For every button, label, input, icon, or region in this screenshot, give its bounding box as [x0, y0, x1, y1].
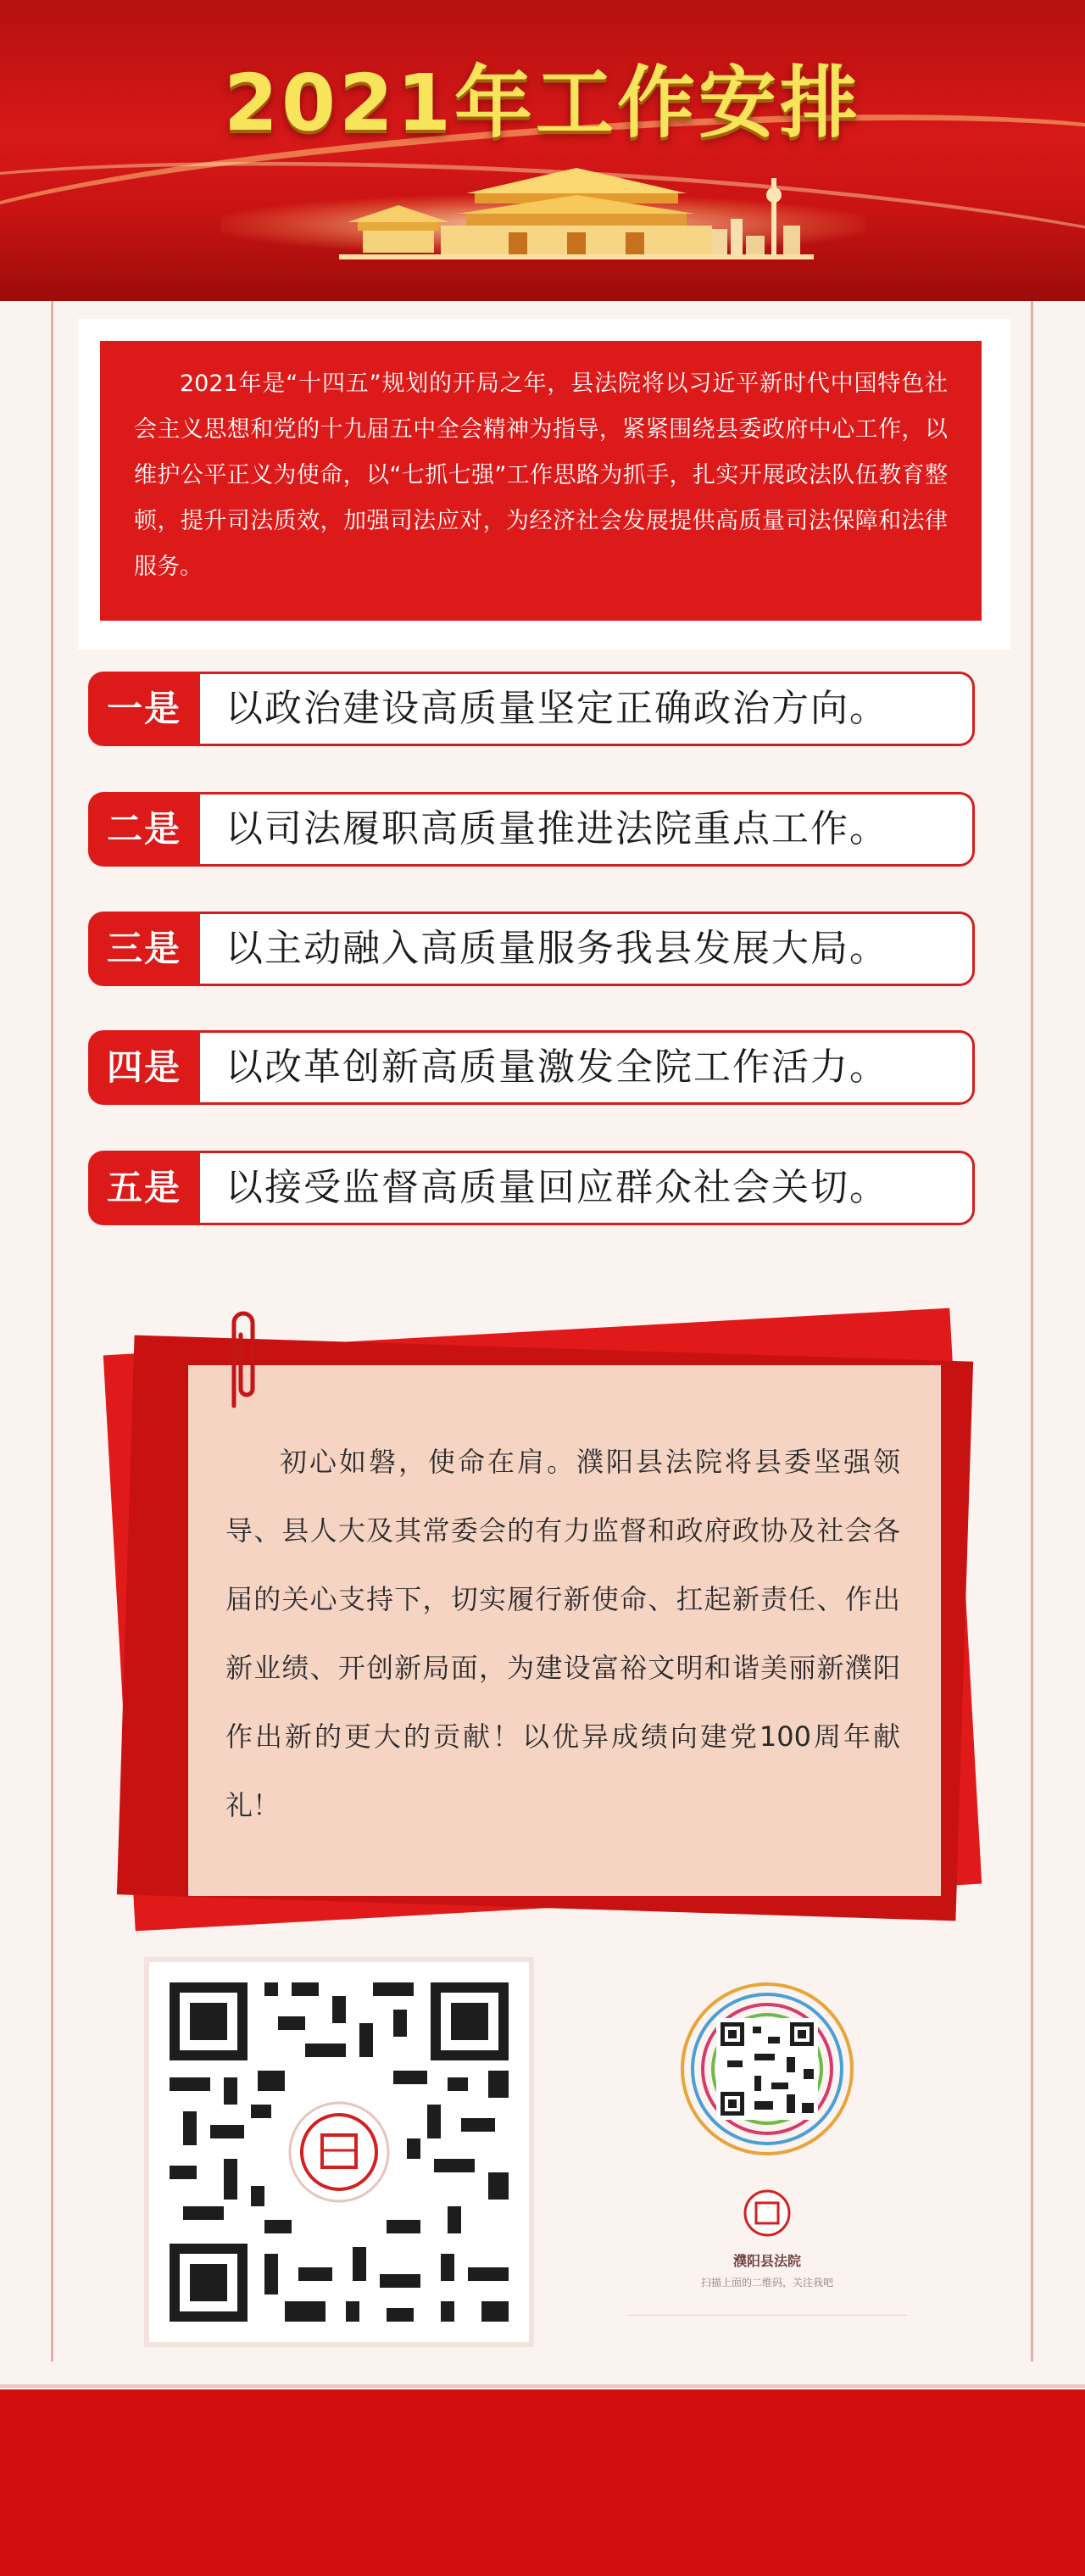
point-label: 五是 — [88, 1151, 200, 1225]
point-text: 以接受监督高质量回应群众社会关切。 — [200, 1151, 975, 1225]
point-text: 以政治建设高质量坚定正确政治方向。 — [200, 672, 975, 746]
intro-box: 2021年是“十四五”规划的开局之年，县法院将以习近平新时代中国特色社会主义思想和党的十九届五中全会精神为指导，紧紧围绕县委政府中心工作，以维护公平正义为使命，以“七抓七强”工作思路为抓手，扎实开展政法队伍教育整顿，提升司法质效，加强司法应对，为经济社会发展提供高质量司法保障和法律服务。 — [100, 341, 982, 621]
qr-code-icon — [149, 1962, 529, 2342]
point-item-4 — [88, 1030, 975, 1105]
qr-account-name: 濮阳县法院 — [732, 2253, 801, 2269]
point-item-2 — [88, 792, 975, 867]
left-border-line — [51, 301, 53, 2361]
point-text: 以改革创新高质量激发全院工作活力。 — [200, 1030, 975, 1105]
page-title: 2021年工作安排 — [223, 58, 862, 148]
footer-band — [0, 2389, 1085, 2576]
point-label: 三是 — [88, 912, 200, 986]
right-border-line — [1031, 301, 1033, 2361]
header-banner — [0, 0, 1085, 301]
closing-text: 初心如磐，使命在肩。濮阳县法院将县委坚强领导、县人大及其常委会的有力监督和政府政协及社会各届的关心支持下，切实履行新使命、扛起新责任、作出新业绩、开创新局面，为建设富裕文明和谐美丽新濮阳作出新的更大的贡献！以优异成绩向建党100周年献礼！ — [225, 1446, 900, 1821]
note-card — [188, 1365, 941, 1896]
qr-code-large — [149, 1962, 529, 2342]
tiananmen-skyline-icon — [339, 161, 814, 263]
point-item-3 — [88, 912, 975, 986]
footer-line — [0, 2384, 1085, 2388]
point-label: 四是 — [88, 1030, 200, 1105]
point-item-5 — [88, 1151, 975, 1225]
point-label: 二是 — [88, 792, 200, 867]
point-text: 以主动融入高质量服务我县发展大局。 — [200, 912, 975, 986]
divider — [627, 2315, 907, 2316]
point-label: 一是 — [88, 672, 200, 746]
point-text: 以司法履职高质量推进法院重点工作。 — [200, 792, 975, 867]
qr-scan-hint: 扫描上面的二维码，关注我吧 — [700, 2277, 833, 2289]
point-item-1 — [88, 672, 975, 746]
paper-clip-icon — [222, 1304, 264, 1414]
